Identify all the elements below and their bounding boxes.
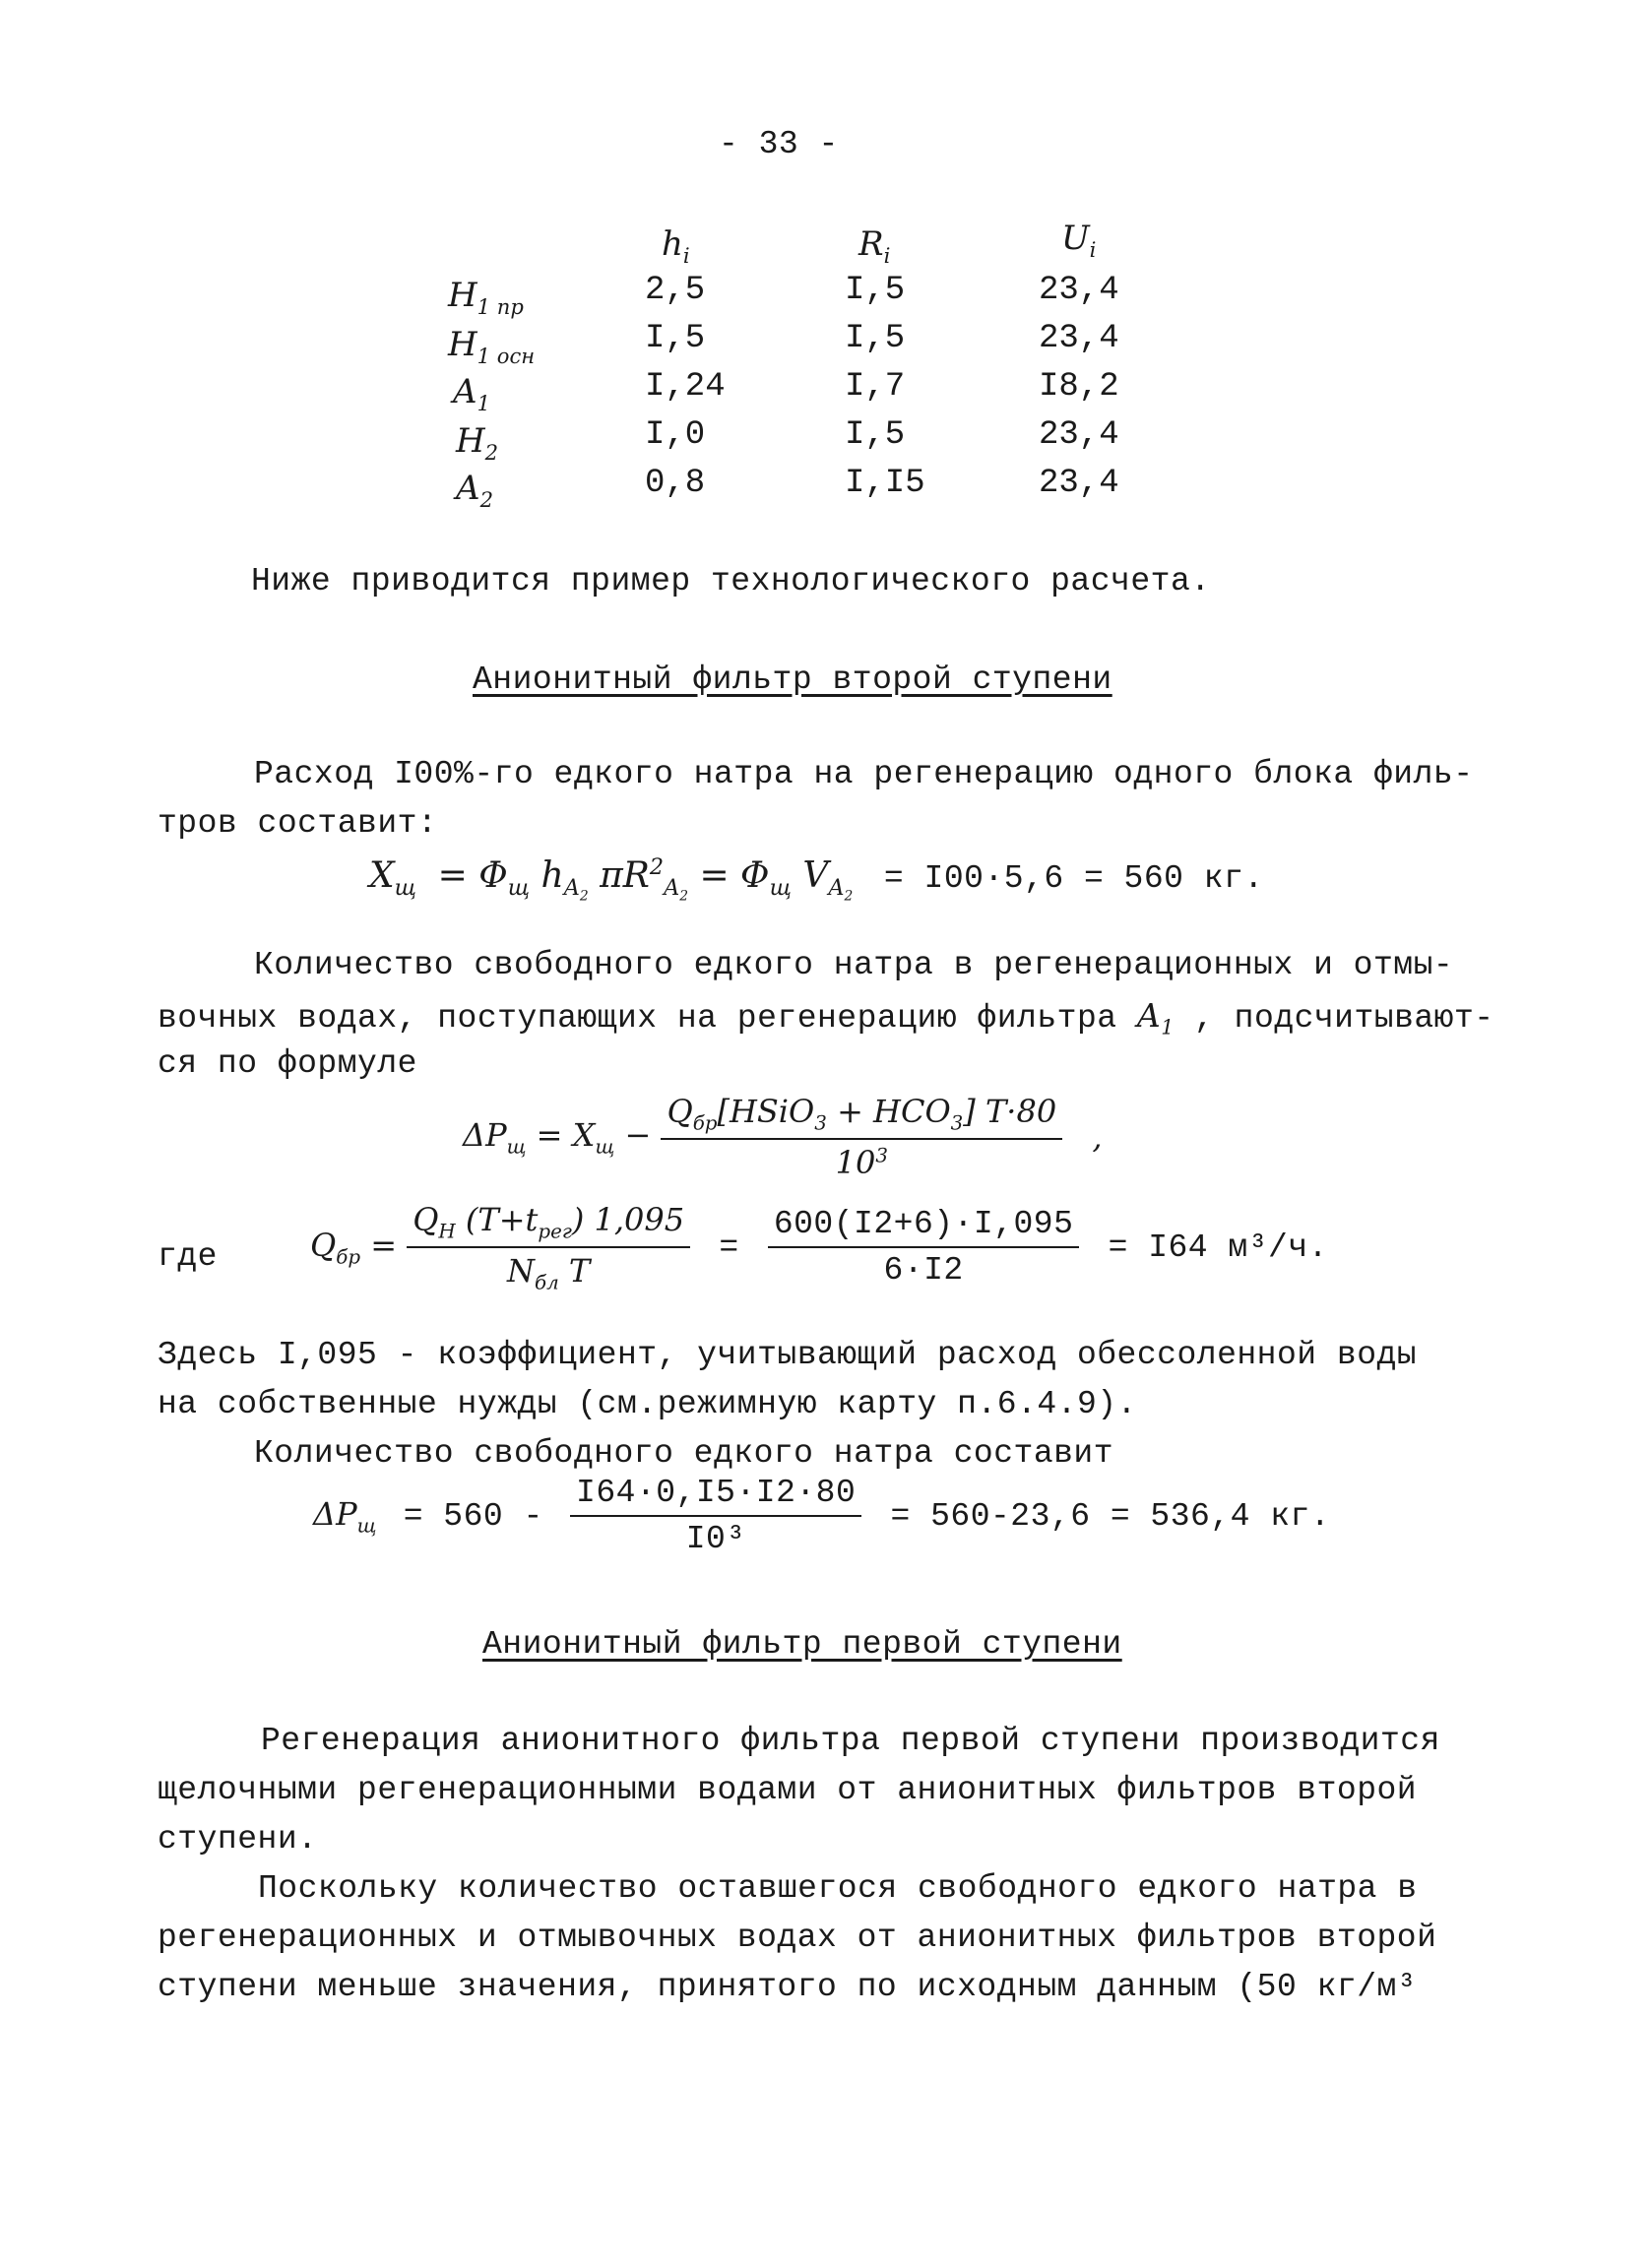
table-row-label: $H_{1 пр}$ [448,276,524,319]
table-cell-u: 23,4 [1039,320,1119,357]
formula-naoh-consumption: $X_щ = \Phi_щ$ $h_{A_2}$ $\pi R^2_{A_2} = \Phi_щ$ $V_{A_2} = I00\cdot 5,6 = 560$ кг. [369,854,1264,905]
table-cell-h: I,0 [645,416,706,454]
paragraph-line: Расход I00%-го едкого натра на регенерацию одного блока филь- [254,756,1474,792]
paragraph-line: щелочными регенерационными водами от анионитных фильтров второй [158,1772,1418,1808]
table-cell-r: I,5 [845,320,906,357]
table-cell-u: 23,4 [1039,272,1119,309]
paragraph-line: ступени меньше значения, принятого по исходным данным (50 кг/м³ [158,1969,1418,2005]
formula-free-naoh: $\Delta P_щ = X_щ$ − $\frac{Q_{бр}[HSiO_3 + HCO_3] T\cdot 80}{10^3}$ , [463,1093,1103,1182]
paragraph-line: на собственные нужды (см.режимную карту п.6.4.9). [158,1386,1137,1422]
table-cell-u: I8,2 [1039,368,1119,406]
section-heading-second-stage: Анионитный фильтр второй ступени [473,662,1112,698]
paragraph-line: ступени. [158,1821,318,1858]
table-header-r: $R_i$ [858,224,891,268]
intro-text: Ниже приводится пример технологического расчета. [251,563,1211,599]
table-cell-r: I,7 [845,368,906,406]
where-label: где [158,1238,218,1275]
paragraph-line: ся по формуле [158,1045,417,1082]
table-row-label: $H_{1 осн}$ [448,325,536,368]
table-cell-r: I,5 [845,272,906,309]
paragraph-line: Поскольку количество оставшегося свободного едкого натра в [258,1870,1418,1907]
table-header-h: $h_i$ [662,224,690,268]
table-cell-u: 23,4 [1039,416,1119,454]
table-row-label: $H_2$ [456,421,499,465]
section-heading-first-stage: Анионитный фильтр первой ступени [482,1626,1122,1663]
table-cell-h: 0,8 [645,465,706,502]
table-cell-r: I,I5 [845,465,925,502]
paragraph-line: Здесь I,095 - коэффициент, учитывающий расход обессоленной воды [158,1337,1418,1373]
table-header-u: $U_i$ [1061,219,1097,262]
paragraph-line: Регенерация анионитного фильтра первой ступени производится [261,1723,1440,1759]
formula-free-naoh-result: $\Delta P_щ = 560$ - $\frac{I64\cdot 0,I5\cdot I2\cdot 80}{\text{I0³}}$ = 560-23,6 = 536,4 кг. [313,1475,1331,1557]
paragraph-line: вочных водах, поступающих на регенерацию фильтра $A_1$ , подсчитывают- [158,996,1494,1040]
table-row-label: $A_2$ [456,469,493,512]
table-cell-h: I,5 [645,320,706,357]
table-row-label: $A_1$ [453,372,490,415]
table-cell-h: I,24 [645,368,726,406]
table-cell-r: I,5 [845,416,906,454]
table-cell-u: 23,4 [1039,465,1119,502]
table-cell-h: 2,5 [645,272,706,309]
paragraph-line: тров составит: [158,805,438,842]
paragraph-line: Количество свободного едкого натра в регенерационных и отмы- [254,947,1454,983]
paragraph-line: Количество свободного едкого натра составит [254,1435,1114,1472]
page-number: - 33 - [719,126,839,162]
formula-flow-rate: $Q_{бр}$ = $\frac{Q_H (T+t_{рег}) 1,095}{N_{бл} T}$ = $\frac{600(I2+6)\cdot I,095}{6\cdot I2}$ = I64 м³/ч. [310,1201,1328,1294]
paragraph-line: регенерационных и отмывочных водах от анионитных фильтров второй [158,1920,1437,1956]
